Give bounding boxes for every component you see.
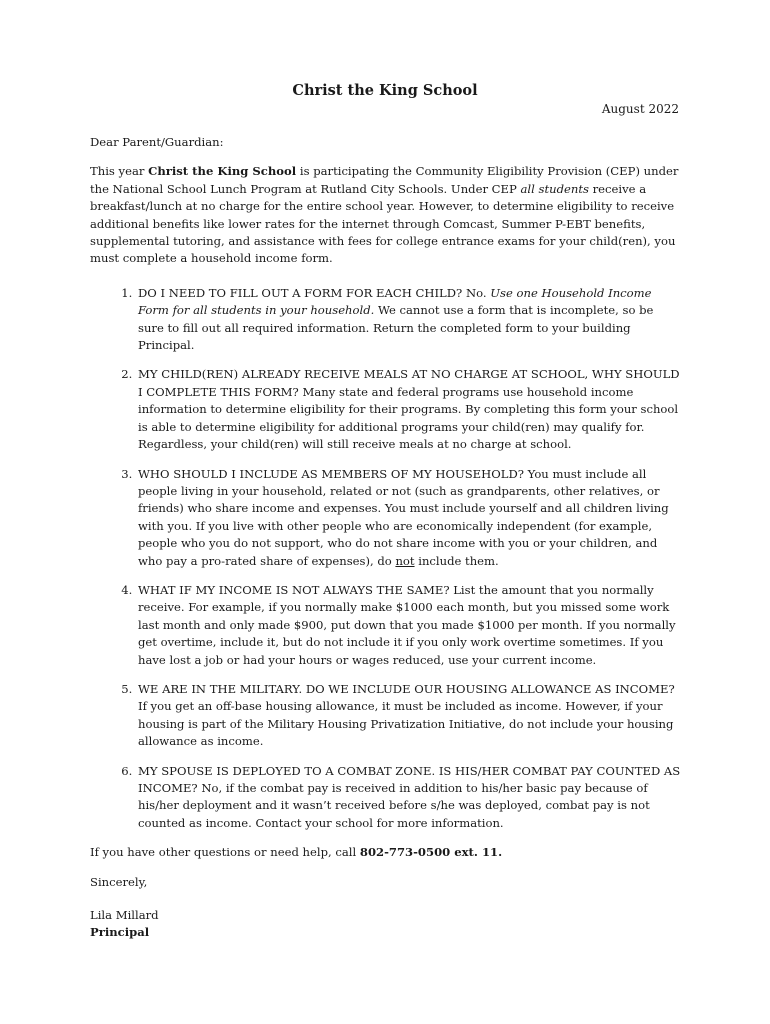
letter-date: August 2022 [601, 102, 679, 116]
salutation: Dear Parent/Guardian: [90, 135, 224, 149]
faq-answer: No, if the combat pay is received in addition to his/her basic pay because of his/her deployment and it wasn’t received before s/he was deployed, combat pay is not counted as income. Contact your school for more information. [138, 781, 650, 830]
signer-title-text: Principal [90, 925, 150, 940]
faq-answer: You must include all people living in your household, related or not (such as grandparents, other relatives, or friends) who share income and expenses. You must include yourself and all children living with you. If you live with other people who are economically independent (for example, people who you do not support, who do not share income with you or your children, and who pay a pro-rated share of expenses), do [138, 466, 669, 568]
faq-item-3 [136, 466, 682, 570]
faq-item-4 [136, 582, 682, 669]
intro-all-students: all students [520, 181, 589, 196]
faq-item-6 [136, 763, 682, 833]
signer-title [90, 924, 682, 941]
intro-school-name: Christ the King School [148, 164, 297, 179]
school-title: Christ the King School [292, 82, 478, 99]
faq-question: WHAT IF MY INCOME IS NOT ALWAYS THE SAME? [138, 582, 450, 597]
intro-text-2: is participating the Community Eligibility Provision (CEP) under the National School Lunch Program at Rutland City Schools. Under CEP [90, 164, 679, 196]
signer-name: Lila Millard [90, 908, 159, 923]
faq-list [90, 285, 682, 832]
faq-question: MY CHILD(REN) ALREADY RECEIVE MEALS AT NO CHARGE AT SCHOOL, WHY SHOULD I COMPLETE THIS FORM? [138, 367, 680, 399]
contact-phone: 802-773-0500 ext. 11. [359, 845, 503, 860]
faq-answer: If you get an off-base housing allowance, it must be included as income. However, if your housing is part of the Military Housing Privatization Initiative, do not include your housing allowance as income. [138, 699, 674, 749]
letter-body [90, 134, 682, 942]
faq-answer: Many state and federal programs use household income information to determine eligibility for their programs. By completing this form your school is able to determine eligibility for additional programs your child(ren) may qualify for. Regardless, your child(ren) will still receive meals at no charge at school. [138, 384, 679, 452]
intro-text-3: receive a breakfast/lunch at no charge for the entire school year. However, to determine eligibility to receive additional benefits like lower rates for the internet through Comcast, Summer P-EBT benefits, supplemental tutoring, and assistance with fees for college entrance exams for your child(ren), you must complete a household income form. [90, 181, 676, 266]
signature-block [90, 907, 682, 942]
faq-question: WHO SHOULD I INCLUDE AS MEMBERS OF MY HOUSEHOLD? [138, 466, 524, 481]
faq-item-2 [136, 366, 682, 453]
faq-answer: include them. [414, 553, 499, 568]
faq-item-5 [136, 681, 682, 751]
closing-paragraph [90, 844, 682, 861]
signoff: Sincerely, [90, 874, 148, 889]
faq-answer-emphasis: Use one Household Income Form for all students in your household. [138, 285, 652, 318]
faq-answer: We cannot use a form that is incomplete, so be sure to fill out all required information. Return the completed form to your building Principal. [138, 303, 654, 353]
intro-paragraph [90, 163, 682, 267]
faq-answer-underline: not [395, 553, 415, 568]
intro-text-1: This year [90, 164, 149, 179]
faq-question: MY SPOUSE IS DEPLOYED TO A COMBAT ZONE. IS HIS/HER COMBAT PAY COUNTED AS INCOME? [138, 763, 681, 795]
faq-item-1 [136, 285, 682, 355]
faq-answer: No. [462, 285, 491, 300]
faq-question: DO I NEED TO FILL OUT A FORM FOR EACH CHILD? [138, 285, 463, 300]
faq-question: WE ARE IN THE MILITARY. DO WE INCLUDE OUR HOUSING ALLOWANCE AS INCOME? [138, 681, 675, 696]
closing-text: If you have other questions or need help, call [90, 845, 360, 860]
faq-answer: List the amount that you normally receive. For example, if you normally make $1000 each month, but you missed some work last month and only made $900, put down that you made $1000 per month. If you normally get overtime, include it, but do not include it if you only work overtime sometimes. If you have lost a job or had your hours or wages reduced, use your current income. [138, 582, 676, 667]
